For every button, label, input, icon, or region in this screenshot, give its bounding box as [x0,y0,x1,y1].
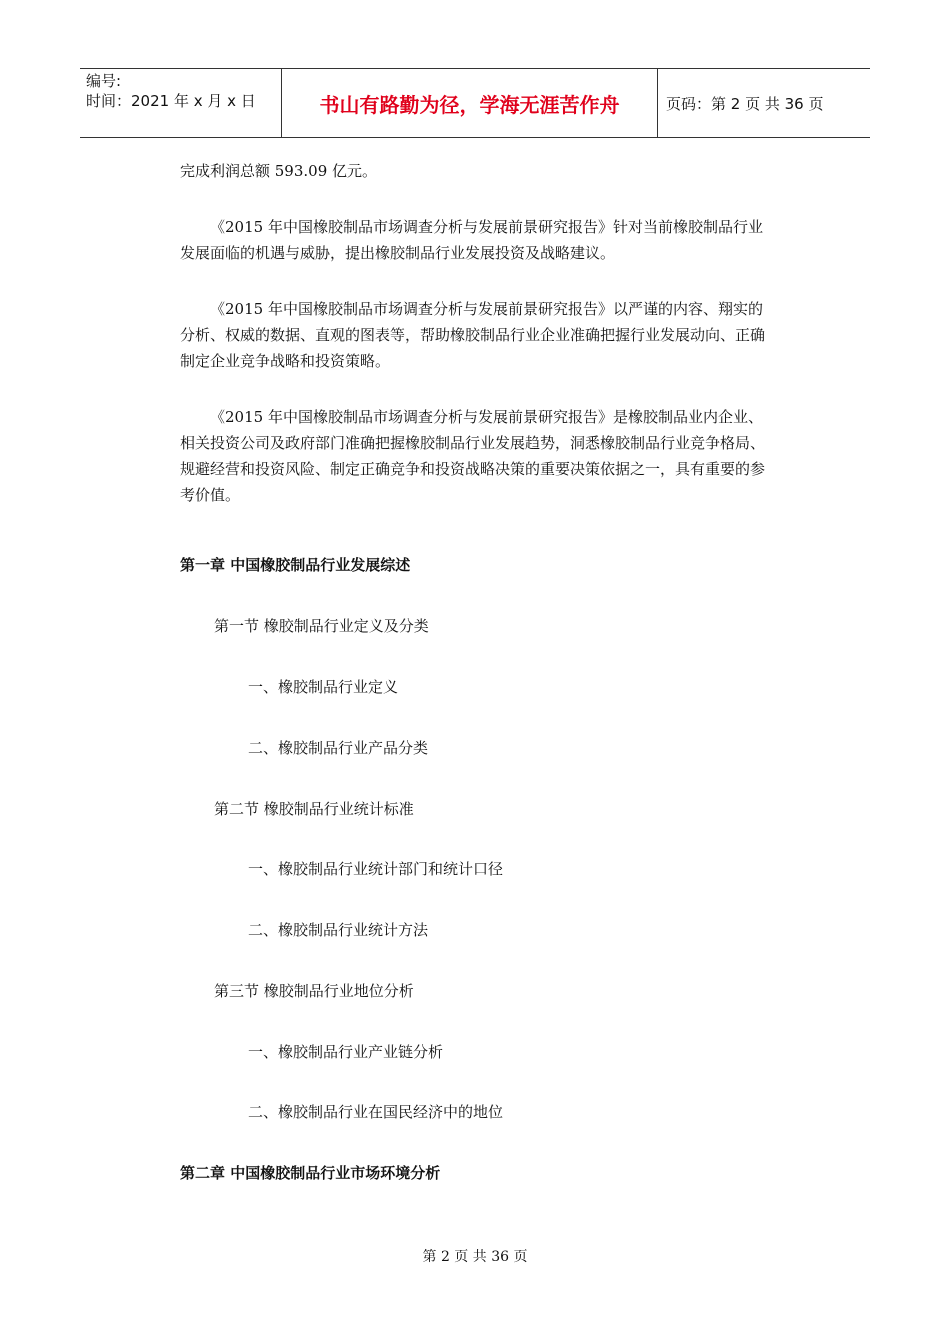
section-1-2: 第二节 橡胶制品行业统计标准 [214,800,414,818]
item-1-1-2: 二、橡胶制品行业产品分类 [248,739,429,757]
section-1-3: 第三节 橡胶制品行业地位分析 [214,982,414,1000]
section-1-1: 第一节 橡胶制品行业定义及分类 [214,617,429,635]
chapter-2-heading: 第二章 中国橡胶制品行业市场环境分析 [180,1164,441,1182]
header-meta [80,69,282,137]
page-header [80,68,870,138]
chapter-1-heading: 第一章 中国橡胶制品行业发展综述 [180,556,411,574]
header-page-label: 页码：第 2 页 共 36 页 [666,94,824,113]
paragraph-3: 《2015 年中国橡胶制品市场调查分析与发展前景研究报告》是橡胶制品业内企业、相关投资公司及政府部门准确把握橡胶制品行业发展趋势，洞悉橡胶制品行业竞争格局、规避经营和投资风险、制定正确竞争和投资战略决策的重要决策依据之一，具有重要的参考价值。 [180,408,766,504]
item-1-3-2: 二、橡胶制品行业在国民经济中的地位 [248,1103,504,1121]
serial-label: 编号: [86,72,122,90]
paragraph-2: 《2015 年中国橡胶制品市场调查分析与发展前景研究报告》以严谨的内容、翔实的分析、权威的数据、直观的图表等，帮助橡胶制品行业企业准确把握行业发展动向、正确制定企业竞争战略和投资策略。 [180,300,766,370]
time-label: 时间：2021 年 x 月 x 日 [86,92,256,110]
profit-line: 完成利润总额 593.09 亿元。 [180,162,378,180]
item-1-2-2: 二、橡胶制品行业统计方法 [248,921,429,939]
page-footer: 第 2 页 共 36 页 [422,1249,528,1265]
paragraph-1: 《2015 年中国橡胶制品市场调查分析与发展前景研究报告》针对当前橡胶制品行业发展面临的机遇与威胁，提出橡胶制品行业发展投资及战略建议。 [180,218,763,262]
item-1-3-1: 一、橡胶制品行业产业链分析 [248,1043,444,1061]
item-1-2-1: 一、橡胶制品行业统计部门和统计口径 [248,860,504,878]
item-1-1-1: 一、橡胶制品行业定义 [248,678,399,696]
header-motto: 书山有路勤为径，学海无涯苦作舟 [282,69,658,137]
body-content [180,158,770,508]
